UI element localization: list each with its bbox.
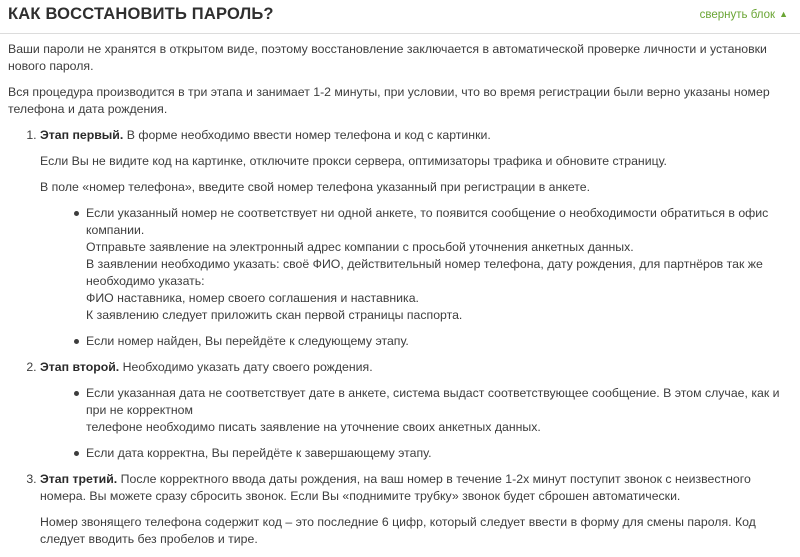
step-2-title: Этап второй. — [40, 360, 120, 374]
bullet-line: ФИО наставника, номер своего соглашения и наставника. — [86, 291, 419, 305]
steps-list — [8, 127, 792, 548]
bullet-line: В заявлении необходимо указать: своё ФИО, действительный номер телефона, дату рождения, для партнёров так же необходимо указать: — [86, 257, 763, 288]
block-header — [0, 0, 800, 33]
collapse-label: свернуть блок — [699, 9, 776, 21]
step-3-text: После корректного ввода даты рождения, на ваш номер в течение 1-2х минут поступит звонок с неизвестного номера. Вы можете сразу сбросить звонок. Если Вы «поднимите трубку» звонок будет сброшен автоматически. — [40, 472, 751, 503]
step-2-bullets — [40, 385, 792, 462]
header-divider — [0, 33, 800, 34]
step-1-bullets — [40, 205, 792, 350]
step-1-text: В форме необходимо ввести номер телефона и код с картинки. — [126, 128, 491, 142]
step-item-3 — [40, 471, 792, 548]
list-item — [86, 445, 792, 462]
collapse-block-link[interactable] — [700, 9, 788, 21]
step-item-2 — [40, 359, 792, 462]
chevron-up-icon: ▲ — [779, 9, 788, 19]
step-2-text: Необходимо указать дату своего рождения. — [122, 360, 373, 374]
bullet-line: Если номер найден, Вы перейдёте к следующему этапу. — [86, 334, 409, 348]
step-3-paragraph-1: Номер звонящего телефона содержит код – это последние 6 цифр, который следует ввести в форму для смены пароля. Код следует вводить без пробелов и тире. — [40, 515, 756, 546]
bullet-line: телефоне необходимо писать заявление на уточнение своих анкетных данных. — [86, 420, 541, 434]
intro-paragraph-1: Ваши пароли не хранятся в открытом виде, поэтому восстановление заключается в автоматической проверке личности и установки нового пароля. — [8, 42, 767, 73]
step-1-title: Этап первый. — [40, 128, 124, 142]
bullet-line: Если указанный номер не соответствует ни одной анкете, то появится сообщение о необходимости обратиться в офис компании. — [86, 206, 769, 237]
bullet-line: Отправьте заявление на электронный адрес компании с просьбой уточнения анкетных данных. — [86, 240, 634, 254]
step-item-1 — [40, 127, 792, 350]
list-item — [86, 205, 792, 324]
intro-paragraph-2: Вся процедура производится в три этапа и занимает 1-2 минуты, при условии, что во время регистрации были верно указаны номер телефона и дата рождения. — [8, 85, 770, 116]
list-item — [86, 385, 792, 436]
step-1-lead — [40, 127, 792, 144]
step-3-lead — [40, 471, 792, 505]
bullet-line: Если указанная дата не соответствует дате в анкете, система выдаст соответствующее сообщение. В этом случае, как и при не корректном — [86, 386, 780, 417]
step-2-lead — [40, 359, 792, 376]
bullet-line: Если дата корректна, Вы перейдёте к завершающему этапу. — [86, 446, 432, 460]
block-content — [8, 41, 792, 557]
block-title: КАК ВОССТАНОВИТЬ ПАРОЛЬ? — [8, 5, 274, 23]
bullet-line: К заявлению следует приложить скан первой страницы паспорта. — [86, 308, 463, 322]
list-item — [86, 333, 792, 350]
step-3-title: Этап третий. — [40, 472, 118, 486]
step-1-paragraph-1: Если Вы не видите код на картинке, отключите прокси сервера, оптимизаторы трафика и обновите страницу. — [40, 154, 667, 168]
step-1-paragraph-2: В поле «номер телефона», введите свой номер телефона указанный при регистрации в анкете. — [40, 180, 590, 194]
